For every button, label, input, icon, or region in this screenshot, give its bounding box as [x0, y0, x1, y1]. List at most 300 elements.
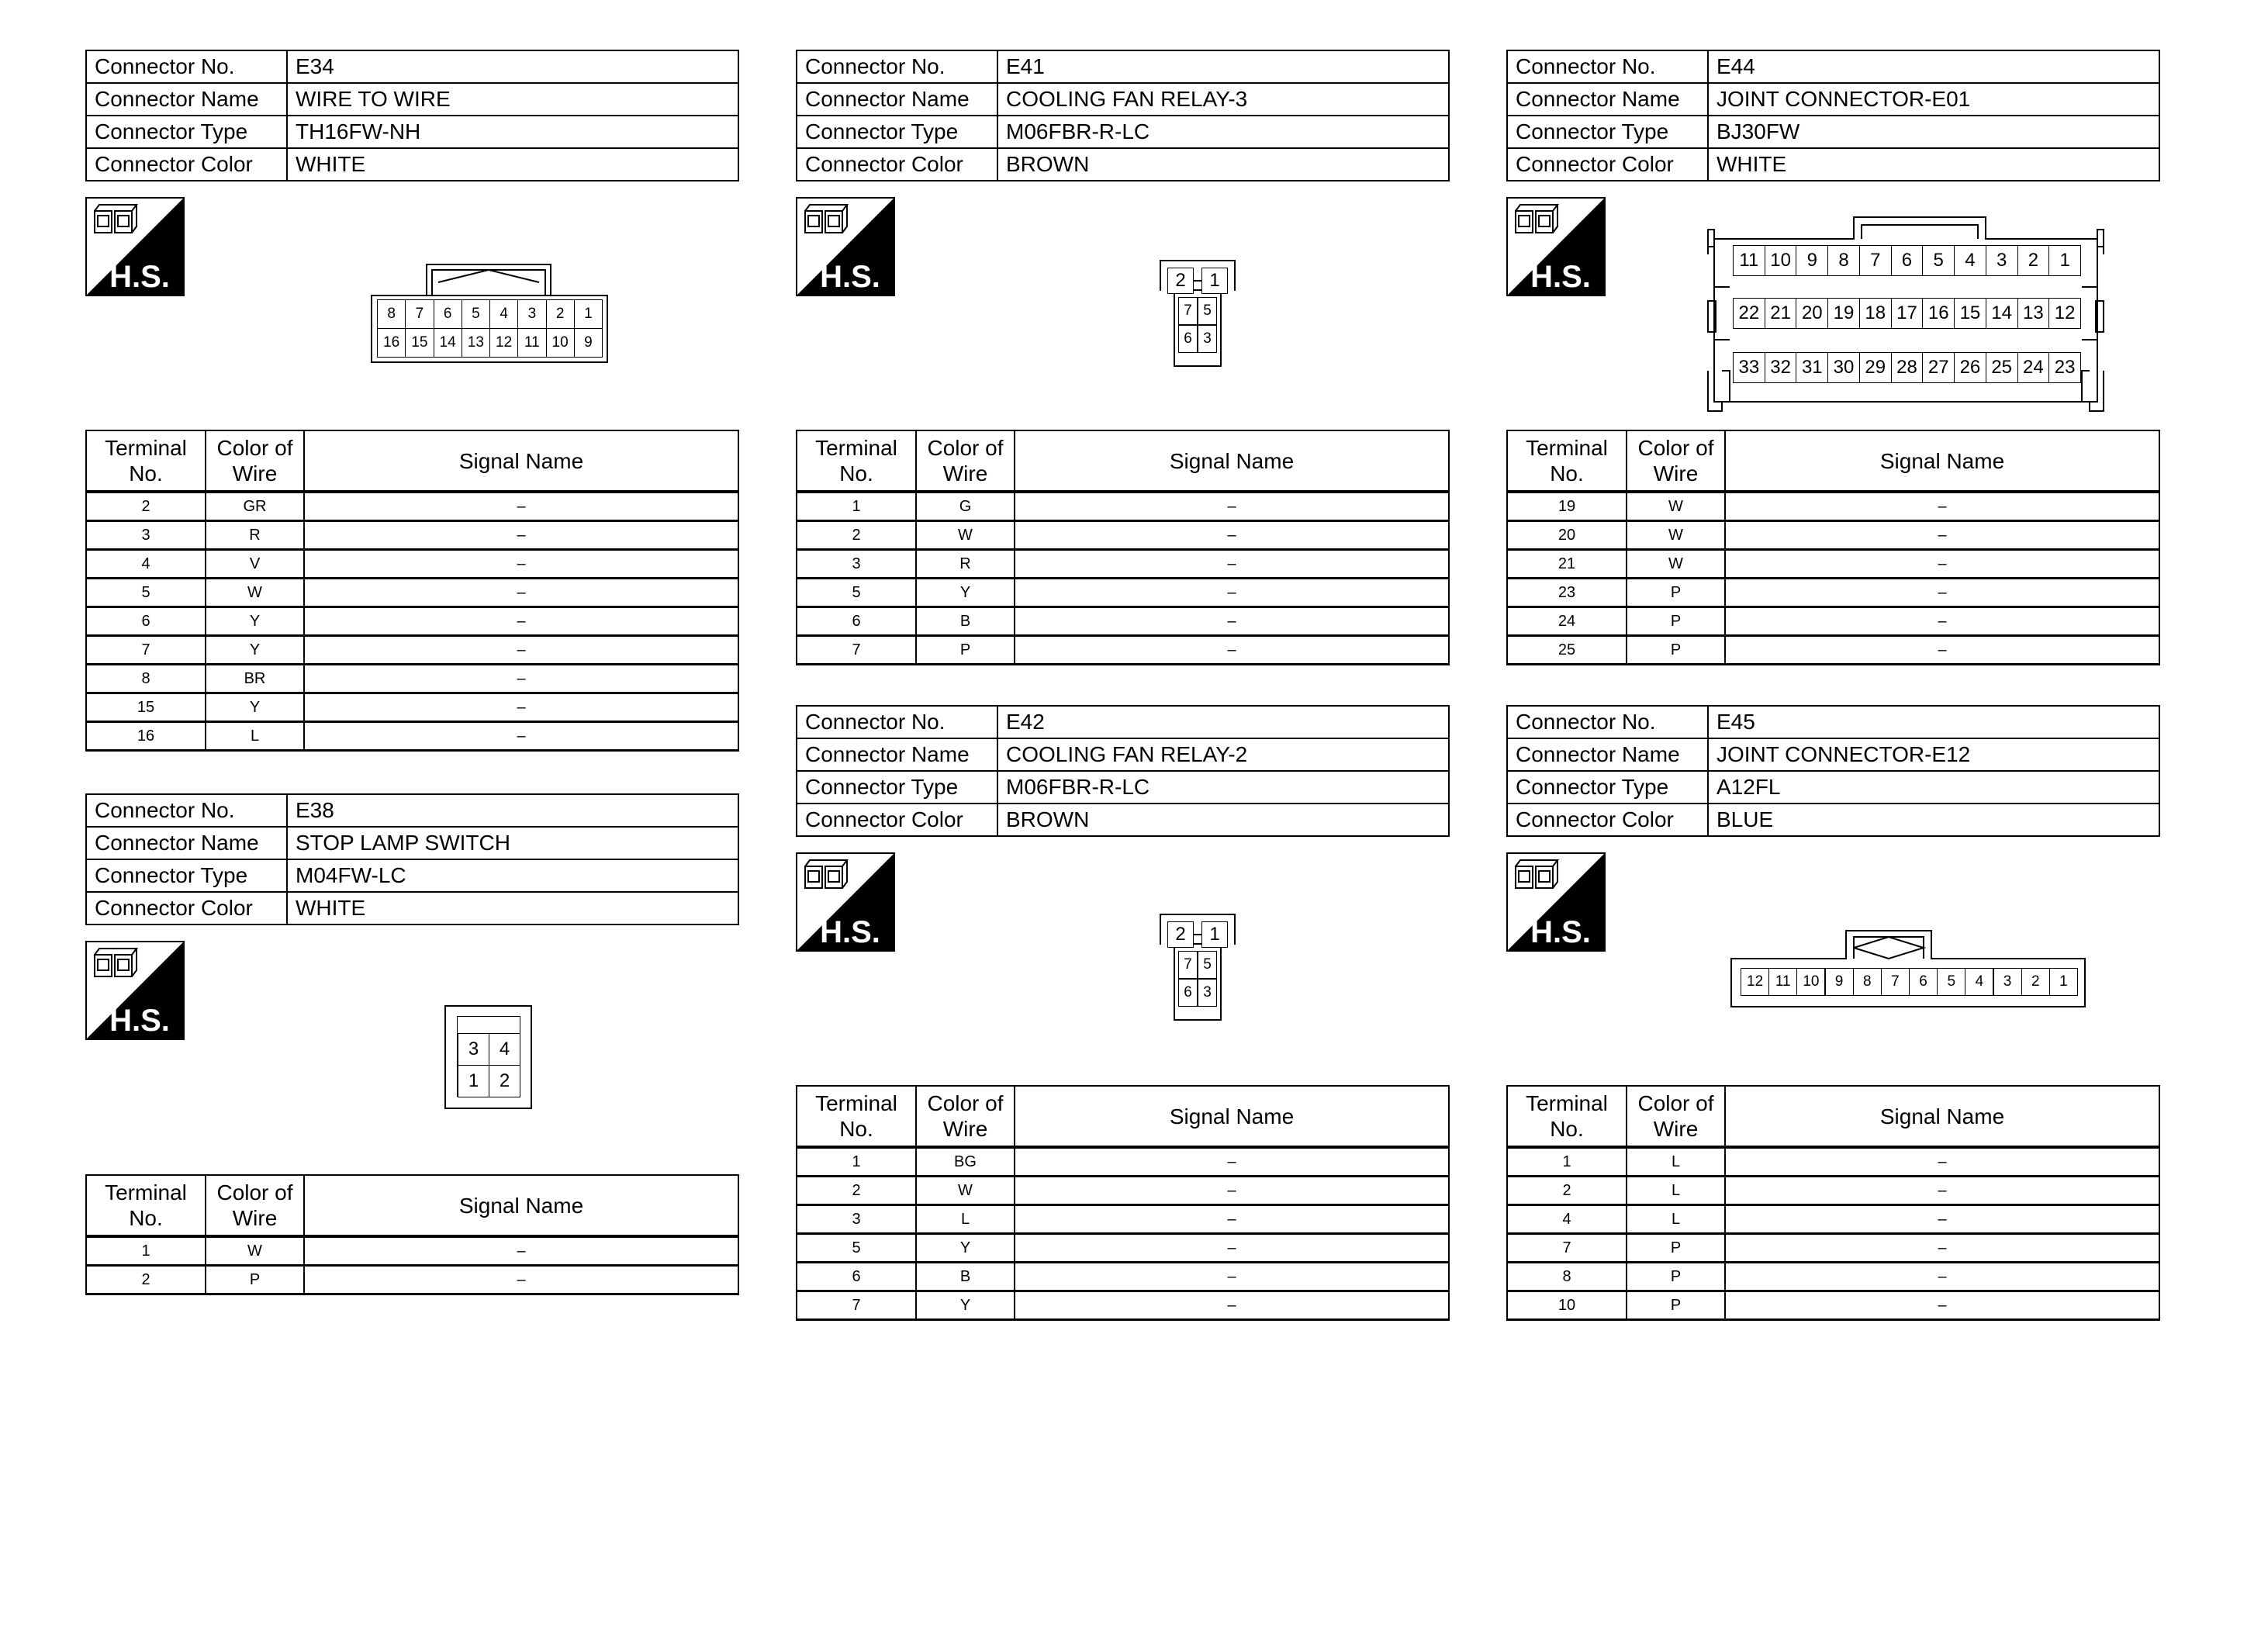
signal-name-cell: – — [1015, 1291, 1449, 1320]
table-row — [797, 521, 1449, 550]
signal-name-cell: – — [1725, 1263, 2159, 1291]
header-line: No. — [839, 461, 873, 486]
terminal-no-cell: 21 — [1507, 550, 1627, 579]
signal-name-cell: – — [304, 607, 738, 636]
connector-pin: 1 — [2049, 968, 2078, 996]
e38-info-table — [85, 793, 739, 925]
signal-name-cell: – — [1725, 521, 2159, 550]
hs-label: H.S. — [109, 1004, 170, 1038]
wire-color-cell: P — [916, 636, 1015, 665]
terminal-no-cell: 16 — [86, 722, 206, 751]
wire-color-cell: P — [1627, 607, 1725, 636]
wire-color-cell: GR — [206, 492, 304, 521]
terminal-header — [86, 1175, 206, 1236]
connector-name: WIRE TO WIRE — [287, 83, 738, 116]
signal-name-cell: – — [1015, 1234, 1449, 1263]
harness-side-icon — [796, 197, 895, 296]
signal-name-cell: – — [1015, 1205, 1449, 1234]
harness-side-icon — [796, 852, 895, 952]
terminal-no-cell: 4 — [1507, 1205, 1627, 1234]
wire-color-cell: W — [1627, 521, 1725, 550]
signal-name-cell: – — [1725, 1205, 2159, 1234]
info-label: Connector Color — [1507, 804, 1708, 836]
connector-pin: 13 — [462, 328, 490, 358]
connector-pin: 19 — [1827, 298, 1860, 329]
table-row — [1507, 579, 2159, 607]
info-label: Connector Name — [86, 827, 287, 859]
terminal-header — [86, 430, 206, 492]
connector-pin: 24 — [2017, 352, 2050, 383]
e42-info-table — [796, 705, 1450, 837]
header-line: Wire — [1653, 1117, 1699, 1141]
terminal-no-cell: 10 — [1507, 1291, 1627, 1320]
header-line: No. — [1550, 1117, 1584, 1141]
signal-name-cell: – — [1725, 550, 2159, 579]
header-line: Color of — [927, 1091, 1004, 1115]
e34-info-table — [85, 50, 739, 181]
connector-pin: 17 — [1891, 298, 1924, 329]
hs-label: H.S. — [820, 915, 880, 949]
wire-color-cell: Y — [916, 1234, 1015, 1263]
table-row — [1507, 1263, 2159, 1291]
signal-header: Signal Name — [1015, 1086, 1449, 1147]
connector-pin: 1 — [2048, 245, 2081, 276]
header-line: No. — [839, 1117, 873, 1141]
info-label: Connector Color — [86, 892, 287, 924]
signal-name-cell: – — [1015, 579, 1449, 607]
connector-pin: 7 — [1178, 951, 1198, 979]
table-row — [1507, 607, 2159, 636]
wire-color-cell: Y — [206, 607, 304, 636]
connector-pin: 25 — [1986, 352, 2018, 383]
signal-name-cell: – — [304, 1266, 738, 1294]
info-label: Connector No. — [86, 794, 287, 827]
connector-pin: 2 — [1167, 921, 1194, 948]
wire-color-cell: BG — [916, 1147, 1015, 1177]
info-label: Connector No. — [797, 706, 997, 738]
info-label: Connector Color — [797, 804, 997, 836]
connector-pin: 16 — [1922, 298, 1955, 329]
connector-pin: 5 — [462, 299, 490, 329]
connector-pin: 15 — [405, 328, 434, 358]
connector-pin: 3 — [517, 299, 546, 329]
connector-pin: 20 — [1796, 298, 1828, 329]
info-label: Connector No. — [1507, 706, 1708, 738]
signal-name-cell: – — [304, 1236, 738, 1266]
e45-info-table — [1506, 705, 2160, 837]
color-header — [206, 430, 304, 492]
connector-pin: 3 — [1986, 245, 2018, 276]
connector-pin: 1 — [458, 1065, 489, 1097]
connector-pin: 6 — [1909, 968, 1938, 996]
table-row — [797, 1234, 1449, 1263]
wire-color-cell: P — [1627, 1263, 1725, 1291]
wire-color-cell: R — [916, 550, 1015, 579]
wire-color-cell: Y — [916, 1291, 1015, 1320]
connector-pin: 11 — [517, 328, 546, 358]
wire-color-cell: W — [206, 579, 304, 607]
terminal-header — [797, 1086, 916, 1147]
signal-name-cell: – — [1015, 492, 1449, 521]
connector-pin: 22 — [1733, 298, 1765, 329]
terminal-no-cell: 23 — [1507, 579, 1627, 607]
terminal-no-cell: 2 — [86, 1266, 206, 1294]
terminal-no-cell: 5 — [797, 579, 916, 607]
table-row — [1507, 1291, 2159, 1320]
info-label: Connector No. — [86, 50, 287, 83]
connector-pin: 4 — [489, 299, 518, 329]
hs-label: H.S. — [109, 260, 170, 294]
table-row — [797, 492, 1449, 521]
connector-name: JOINT CONNECTOR-E01 — [1708, 83, 2159, 116]
table-row — [86, 693, 738, 722]
terminal-no-cell: 4 — [86, 550, 206, 579]
connector-pin: 6 — [1178, 979, 1198, 1007]
info-label: Connector Color — [1507, 148, 1708, 181]
signal-name-cell: – — [1015, 550, 1449, 579]
connector-pin: 10 — [546, 328, 575, 358]
info-label: Connector Type — [1507, 116, 1708, 148]
header-line: Wire — [232, 1206, 278, 1230]
wire-color-cell: B — [916, 1263, 1015, 1291]
connector-pin: 29 — [1859, 352, 1892, 383]
header-line: Terminal — [1526, 436, 1608, 460]
connector-pin: 1 — [1201, 268, 1228, 294]
info-label: Connector Type — [797, 116, 997, 148]
terminal-no-cell: 19 — [1507, 492, 1627, 521]
connector-pin: 10 — [1796, 968, 1825, 996]
terminal-no-cell: 3 — [797, 550, 916, 579]
connector-type: M06FBR-R-LC — [997, 116, 1449, 148]
table-row — [797, 1263, 1449, 1291]
signal-name-cell: – — [1725, 1234, 2159, 1263]
wire-color-cell: P — [1627, 636, 1725, 665]
connector-no: E45 — [1708, 706, 2159, 738]
connector-type: A12FL — [1708, 771, 2159, 804]
table-row — [86, 722, 738, 751]
signal-header: Signal Name — [304, 430, 738, 492]
header-line: Terminal — [105, 436, 187, 460]
signal-name-cell: – — [1725, 1147, 2159, 1177]
table-row — [86, 521, 738, 550]
info-label: Connector Type — [797, 771, 997, 804]
terminal-no-cell: 15 — [86, 693, 206, 722]
connector-type: TH16FW-NH — [287, 116, 738, 148]
connector-pin: 1 — [574, 299, 603, 329]
color-header — [916, 1086, 1015, 1147]
signal-name-cell: – — [304, 550, 738, 579]
connector-pin: 3 — [1993, 968, 2022, 996]
terminal-no-cell: 5 — [86, 579, 206, 607]
info-label: Connector Type — [86, 859, 287, 892]
connector-name: STOP LAMP SWITCH — [287, 827, 738, 859]
wire-color-cell: Y — [206, 636, 304, 665]
connector-pin: 31 — [1796, 352, 1828, 383]
info-label: Connector Name — [1507, 83, 1708, 116]
e34-terminal-table — [85, 430, 739, 752]
e44-info-table — [1506, 50, 2160, 181]
connector-type: M04FW-LC — [287, 859, 738, 892]
signal-name-cell: – — [1015, 1147, 1449, 1177]
connector-pin: 6 — [1891, 245, 1924, 276]
info-label: Connector Color — [86, 148, 287, 181]
signal-name-cell: – — [304, 722, 738, 751]
info-label: Connector No. — [1507, 50, 1708, 83]
terminal-no-cell: 6 — [86, 607, 206, 636]
table-row — [797, 636, 1449, 665]
connector-color: BROWN — [997, 148, 1449, 181]
wire-color-cell: W — [916, 521, 1015, 550]
wire-color-cell: W — [1627, 550, 1725, 579]
signal-header: Signal Name — [1725, 430, 2159, 492]
connector-pin: 9 — [1796, 245, 1828, 276]
signal-name-cell: – — [304, 492, 738, 521]
table-row — [86, 1266, 738, 1294]
connector-pin: 3 — [1198, 979, 1217, 1007]
signal-header: Signal Name — [1725, 1086, 2159, 1147]
e42-terminal-table — [796, 1085, 1450, 1321]
info-label: Connector Name — [1507, 738, 1708, 771]
relay-key — [1194, 280, 1201, 282]
connector-pin: 12 — [489, 328, 518, 358]
terminal-no-cell: 8 — [1507, 1263, 1627, 1291]
connector-pin: 7 — [1859, 245, 1892, 276]
terminal-no-cell: 1 — [86, 1236, 206, 1266]
connector-pin: 11 — [1768, 968, 1797, 996]
terminal-no-cell: 6 — [797, 1263, 916, 1291]
wire-color-cell: B — [916, 607, 1015, 636]
signal-name-cell: – — [1015, 1177, 1449, 1205]
connector-pin: 7 — [1881, 968, 1910, 996]
connector-pin: 8 — [1827, 245, 1860, 276]
terminal-no-cell: 3 — [86, 521, 206, 550]
signal-name-cell: – — [1725, 1291, 2159, 1320]
connector-no: E44 — [1708, 50, 2159, 83]
header-line: Terminal — [815, 436, 897, 460]
hs-label: H.S. — [820, 260, 880, 294]
connector-pin: 18 — [1859, 298, 1892, 329]
connector-no: E41 — [997, 50, 1449, 83]
connector-no: E38 — [287, 794, 738, 827]
connector-pin: 5 — [1937, 968, 1965, 996]
connector-pin: 32 — [1765, 352, 1797, 383]
connector-pin: 4 — [1954, 245, 1986, 276]
table-row — [86, 607, 738, 636]
wire-color-cell: G — [916, 492, 1015, 521]
signal-name-cell: – — [1725, 579, 2159, 607]
signal-name-cell: – — [304, 579, 738, 607]
connector-pin: 2 — [546, 299, 575, 329]
wire-color-cell: P — [1627, 1234, 1725, 1263]
terminal-no-cell: 1 — [797, 1147, 916, 1177]
signal-name-cell: – — [304, 521, 738, 550]
header-line: Terminal — [1526, 1091, 1608, 1115]
terminal-no-cell: 7 — [1507, 1234, 1627, 1263]
table-row — [797, 607, 1449, 636]
connector-name: JOINT CONNECTOR-E12 — [1708, 738, 2159, 771]
e41-terminal-table — [796, 430, 1450, 665]
connector-pin: 30 — [1827, 352, 1860, 383]
signal-name-cell: – — [304, 693, 738, 722]
wire-color-cell: P — [1627, 579, 1725, 607]
e45-terminal-table — [1506, 1085, 2160, 1321]
info-label: Connector Type — [1507, 771, 1708, 804]
connector-type: BJ30FW — [1708, 116, 2159, 148]
connector-color: WHITE — [287, 892, 738, 924]
header-line: Color of — [1637, 436, 1714, 460]
header-line: Wire — [1653, 461, 1699, 486]
connector-pin: 9 — [574, 328, 603, 358]
connector-color: BLUE — [1708, 804, 2159, 836]
header-line: Wire — [942, 1117, 988, 1141]
table-row — [797, 1205, 1449, 1234]
connector-pin: 13 — [2017, 298, 2050, 329]
table-row — [86, 636, 738, 665]
connector-pin: 23 — [2048, 352, 2081, 383]
header-line: Terminal — [815, 1091, 897, 1115]
table-row — [1507, 636, 2159, 665]
connector-pin: 8 — [377, 299, 406, 329]
wire-color-cell: L — [1627, 1147, 1725, 1177]
connector-no: E42 — [997, 706, 1449, 738]
connector-color: WHITE — [287, 148, 738, 181]
harness-side-icon — [85, 941, 185, 1040]
connector-pin: 21 — [1765, 298, 1797, 329]
connector-pin: 14 — [434, 328, 462, 358]
terminal-no-cell: 6 — [797, 607, 916, 636]
connector-pin: 28 — [1891, 352, 1924, 383]
terminal-no-cell: 7 — [797, 1291, 916, 1320]
header-line: Color of — [927, 436, 1004, 460]
header-line: No. — [1550, 461, 1584, 486]
table-row — [1507, 1177, 2159, 1205]
connector-name: COOLING FAN RELAY-2 — [997, 738, 1449, 771]
hs-label: H.S. — [1530, 915, 1591, 949]
signal-name-cell: – — [1725, 636, 2159, 665]
wire-color-cell: W — [1627, 492, 1725, 521]
info-label: Connector No. — [797, 50, 997, 83]
connector-pin: 2 — [1167, 268, 1194, 294]
connector-pin: 1 — [1201, 921, 1228, 948]
wire-color-cell: W — [916, 1177, 1015, 1205]
connector-name: COOLING FAN RELAY-3 — [997, 83, 1449, 116]
terminal-no-cell: 25 — [1507, 636, 1627, 665]
signal-name-cell: – — [1015, 521, 1449, 550]
table-row — [86, 579, 738, 607]
wire-color-cell: Y — [206, 693, 304, 722]
connector-pin: 12 — [2048, 298, 2081, 329]
signal-name-cell: – — [1725, 492, 2159, 521]
connector-pin: 27 — [1922, 352, 1955, 383]
table-row — [797, 579, 1449, 607]
connector-pin: 5 — [1198, 951, 1217, 979]
table-row — [1507, 1147, 2159, 1177]
connector-pin: 2 — [2021, 968, 2050, 996]
signal-name-cell: – — [1725, 1177, 2159, 1205]
signal-name-cell: – — [1725, 607, 2159, 636]
relay-key — [1194, 934, 1201, 935]
connector-pin: 10 — [1765, 245, 1797, 276]
signal-header: Signal Name — [304, 1175, 738, 1236]
connector-pin: 14 — [1986, 298, 2018, 329]
header-line: No. — [129, 461, 163, 486]
wire-color-cell: L — [1627, 1177, 1725, 1205]
wire-color-cell: R — [206, 521, 304, 550]
connector-pin: 5 — [1198, 297, 1217, 325]
connector-color: WHITE — [1708, 148, 2159, 181]
wire-color-cell: Y — [916, 579, 1015, 607]
wire-color-cell: L — [1627, 1205, 1725, 1234]
signal-header: Signal Name — [1015, 430, 1449, 492]
color-header — [916, 430, 1015, 492]
terminal-header — [1507, 1086, 1627, 1147]
terminal-no-cell: 2 — [86, 492, 206, 521]
harness-side-icon — [85, 197, 185, 296]
connector-pin: 4 — [1965, 968, 1993, 996]
connector-pin: 11 — [1733, 245, 1765, 276]
info-label: Connector Color — [797, 148, 997, 181]
terminal-header — [797, 430, 916, 492]
header-line: Color of — [216, 1180, 293, 1204]
connector-pin: 8 — [1853, 968, 1882, 996]
connector-color: BROWN — [997, 804, 1449, 836]
terminal-no-cell: 20 — [1507, 521, 1627, 550]
info-label: Connector Name — [86, 83, 287, 116]
hs-label: H.S. — [1530, 260, 1591, 294]
connector-pin: 3 — [1198, 325, 1217, 353]
terminal-no-cell: 3 — [797, 1205, 916, 1234]
table-row — [797, 1147, 1449, 1177]
wire-color-cell: L — [206, 722, 304, 751]
info-label: Connector Name — [797, 83, 997, 116]
terminal-header — [1507, 430, 1627, 492]
connector-pin: 12 — [1741, 968, 1769, 996]
header-line: Color of — [1637, 1091, 1714, 1115]
wire-color-cell: W — [206, 1236, 304, 1266]
table-row — [1507, 1205, 2159, 1234]
e38-terminal-table — [85, 1174, 739, 1295]
table-row — [797, 550, 1449, 579]
table-row — [1507, 521, 2159, 550]
table-row — [86, 1236, 738, 1266]
terminal-no-cell: 5 — [797, 1234, 916, 1263]
header-line: No. — [129, 1206, 163, 1230]
color-header — [1627, 1086, 1725, 1147]
signal-name-cell: – — [304, 636, 738, 665]
signal-name-cell: – — [1015, 636, 1449, 665]
connector-pin: 3 — [458, 1033, 489, 1066]
wire-color-cell: P — [1627, 1291, 1725, 1320]
wire-color-cell: L — [916, 1205, 1015, 1234]
header-line: Color of — [216, 436, 293, 460]
connector-pin: 6 — [434, 299, 462, 329]
terminal-no-cell: 2 — [1507, 1177, 1627, 1205]
connector-pin: 2 — [489, 1065, 520, 1097]
connector-pin: 26 — [1954, 352, 1986, 383]
color-header — [206, 1175, 304, 1236]
header-line: Terminal — [105, 1180, 187, 1204]
terminal-no-cell: 1 — [797, 492, 916, 521]
connector-type: M06FBR-R-LC — [997, 771, 1449, 804]
e41-info-table — [796, 50, 1450, 181]
wire-color-cell: BR — [206, 665, 304, 693]
connector-pin: 15 — [1954, 298, 1986, 329]
connector-pin: 2 — [2017, 245, 2050, 276]
terminal-no-cell: 1 — [1507, 1147, 1627, 1177]
harness-side-icon — [1506, 197, 1606, 296]
connector-pin: 6 — [1178, 325, 1198, 353]
e44-terminal-table — [1506, 430, 2160, 665]
